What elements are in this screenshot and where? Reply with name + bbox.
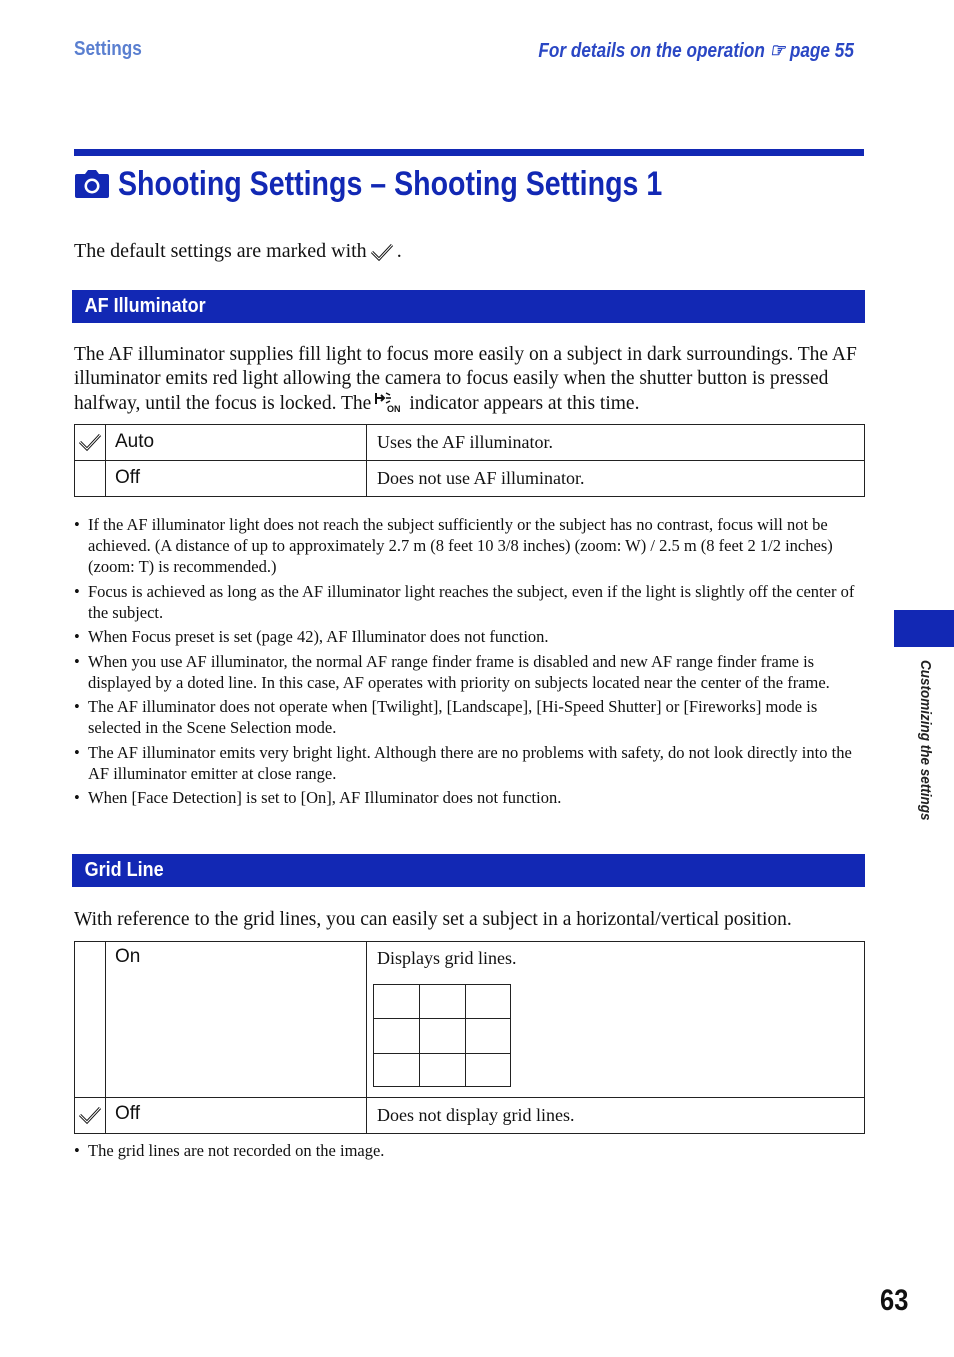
page-title-text: Shooting Settings – Shooting Settings 1 <box>118 164 663 203</box>
list-item: • The AF illuminator does not operate when [Twilight], [Landscape], [Hi-Speed Shutter] or [Fireworks] mode is selected in the Scene Selection mode. <box>74 696 866 738</box>
details-prefix: For details on the operation <box>538 40 765 62</box>
option-description: Does not display grid lines. <box>367 1098 865 1134</box>
table-row <box>75 425 865 461</box>
details-page-link[interactable]: page 55 <box>789 40 854 62</box>
section-heading-af-illuminator <box>72 290 865 323</box>
table-row <box>75 461 865 497</box>
af-notes-list <box>74 514 866 812</box>
option-description: Displays grid lines. <box>367 942 865 1098</box>
list-item: • When you use AF illuminator, the normal AF range finder frame is disabled and new AF range finder frame is displayed by a doted line. In this case, AF operates with priority on subjects located near the center of the frame. <box>74 651 866 693</box>
option-label: On <box>106 942 367 1098</box>
af-description-text-end: indicator appears at this time. <box>409 393 640 414</box>
option-label: Auto <box>106 425 367 461</box>
list-item: • The AF illuminator emits very bright light. Although there are no problems with safety, do not look directly into the AF illuminator emitter at close range. <box>74 742 866 784</box>
camera-icon <box>74 169 110 199</box>
default-check-icon <box>370 242 394 262</box>
af-illuminator-on-icon <box>373 391 403 413</box>
title-rule <box>74 149 864 156</box>
grid-lines-illustration <box>373 984 511 1087</box>
option-label: Off <box>106 461 367 497</box>
grid-line-vertical <box>419 985 420 1086</box>
pointing-hand-icon: ☞ <box>769 40 786 62</box>
list-item: • When [Face Detection] is set to [On], AF Illuminator does not function. <box>74 787 866 808</box>
section-heading-text: Grid Line <box>84 859 164 881</box>
svg-text:ON: ON <box>387 404 401 413</box>
af-description-text: The AF illuminator supplies fill light to focus more easily on a subject in dark surroundings. The AF illuminator emits red light allowing the camera to focus easily when the shutter button is pressed halfway, until the focus is locked. The <box>74 344 857 414</box>
grid-description: With reference to the grid lines, you can easily set a subject in a horizontal/vertical position. <box>74 909 792 930</box>
grid-line-horizontal <box>374 1018 510 1019</box>
running-header-details <box>538 38 854 63</box>
af-options-table <box>74 424 865 497</box>
default-mark-cell <box>75 942 106 1098</box>
list-item: • If the AF illuminator light does not reach the subject sufficiently or the subject has no contrast, focus will not be achieved. (A distance of up to approximately 2.7 m (8 feet 10 3/8 inches) (zoom: W) / 2.5 m (8 feet 2 1/2 inches) (zoom: T) is recommended.) <box>74 514 866 577</box>
chapter-side-label: Customizing the settings <box>917 660 934 821</box>
option-description: Uses the AF illuminator. <box>367 425 865 461</box>
list-item: • The grid lines are not recorded on the image. <box>74 1140 866 1161</box>
default-mark-cell <box>75 425 106 461</box>
default-check-icon <box>78 1105 102 1125</box>
grid-line-horizontal <box>374 1053 510 1054</box>
running-header-section: Settings <box>74 38 142 60</box>
page-title <box>74 162 766 206</box>
grid-line-vertical <box>465 985 466 1086</box>
af-description <box>74 343 864 416</box>
list-item: • Focus is achieved as long as the AF illuminator light reaches the subject, even if the light is slightly off the center of the subject. <box>74 581 866 623</box>
intro-text: The default settings are marked with <box>74 240 367 262</box>
chapter-side-tab <box>894 610 954 647</box>
default-check-icon <box>78 432 102 452</box>
option-label: Off <box>106 1098 367 1134</box>
page-number: 63 <box>879 1284 908 1317</box>
default-mark-cell <box>75 1098 106 1134</box>
option-description: Does not use AF illuminator. <box>367 461 865 497</box>
default-mark-cell <box>75 461 106 497</box>
grid-notes-list <box>74 1140 866 1165</box>
list-item: • When Focus preset is set (page 42), AF Illuminator does not function. <box>74 626 866 647</box>
table-row <box>75 1098 865 1134</box>
section-heading-grid-line <box>72 854 865 887</box>
default-marker-note <box>74 240 402 263</box>
intro-text-end: . <box>396 240 402 262</box>
section-heading-text: AF Illuminator <box>84 295 206 317</box>
